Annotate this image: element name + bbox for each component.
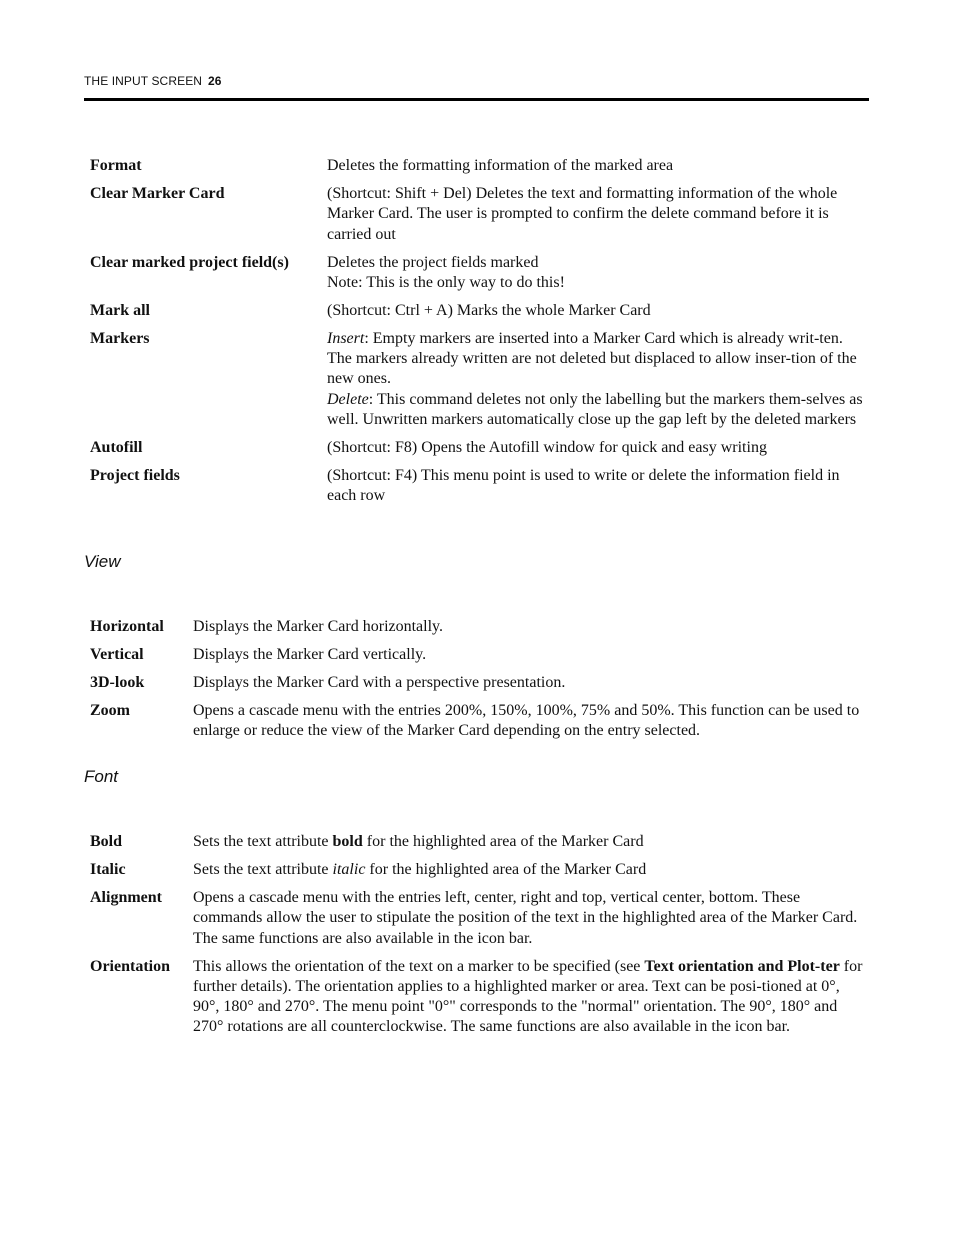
description-text: Sets the text attribute — [193, 833, 333, 850]
definition-row — [90, 701, 867, 742]
term-horizontal: Horizontal — [90, 618, 164, 635]
definition-row — [90, 329, 867, 430]
emphasis-bold: bold — [332, 833, 363, 850]
description: (Shortcut: F8) Opens the Autofill window for quick and easy writing — [327, 439, 767, 456]
description-text: Sets the text attribute — [193, 860, 333, 878]
delete-text: : This command deletes not only the labelling but the markers them-selves as well. Unwritten markers automatically close up the gap left by the deleted markers — [327, 390, 863, 429]
term-markers: Markers — [90, 329, 150, 347]
section-heading-font: Font — [84, 767, 119, 786]
description — [193, 860, 867, 880]
description: (Shortcut: F4) This menu point is used to write or delete the information field in each row — [327, 466, 840, 505]
definition-row — [90, 253, 867, 294]
definition-row — [90, 438, 867, 458]
definition-row — [90, 888, 867, 949]
page-header — [84, 72, 869, 101]
term-bold: Bold — [90, 833, 123, 850]
description-text: for the highlighted area of the Marker Card — [365, 860, 647, 878]
term-autofill: Autofill — [90, 439, 143, 456]
term-3d-look: 3D-look — [90, 673, 145, 691]
term-mark-all: Mark all — [90, 301, 150, 319]
definition-row — [90, 466, 867, 507]
definition-row — [90, 184, 867, 245]
running-title: THE INPUT SCREEN — [84, 74, 203, 88]
page-number: 26 — [208, 74, 222, 88]
section-heading-view: View — [84, 552, 121, 571]
description-text: for the highlighted area of the Marker Card — [362, 833, 644, 850]
term-italic: Italic — [90, 860, 126, 878]
cross-reference: Text orientation and Plot-ter — [644, 957, 840, 975]
description: Opens a cascade menu with the entries 200%, 150%, 100%, 75% and 50%. This function can be used to enlarge or reduce the view of the Marker Card depending on the entry selected. — [193, 701, 860, 740]
term-clear-marked-project-fields: Clear marked project field(s) — [90, 253, 289, 271]
definition-row — [90, 832, 867, 852]
term-format: Format — [90, 157, 142, 174]
term-vertical: Vertical — [90, 645, 144, 663]
view-menu-definitions — [90, 617, 867, 749]
delete-paragraph — [327, 390, 867, 431]
definition-row — [90, 645, 867, 665]
term-clear-marker-card: Clear Marker Card — [90, 184, 225, 202]
description: Opens a cascade menu with the entries left, center, right and top, vertical center, bottom. These commands allow the user to stipulate the position of the text in the highlighted area of the Marker Card. The same functions are also available in the icon bar. — [193, 888, 858, 947]
term-orientation: Orientation — [90, 957, 170, 975]
insert-label: Insert — [327, 329, 365, 347]
definition-row — [90, 617, 867, 637]
definition-row — [90, 860, 867, 880]
description: Displays the Marker Card with a perspective presentation. — [193, 673, 566, 691]
emphasis-italic: italic — [332, 860, 366, 878]
font-menu-definitions — [90, 832, 867, 1045]
definition-row — [90, 301, 867, 321]
description: (Shortcut: Ctrl + A) Marks the whole Marker Card — [327, 301, 651, 319]
description-line: Deletes the project fields marked — [327, 253, 539, 271]
description-text: for further details). The orientation applies to a highlighted marker or area. Text can be posi-tioned at 0°, 90°, 180° and 270°. The menu point "0°" corresponds to the "normal" orientation. The 90°, 180° and 270° rotations are all counterclockwise. The same functions are also available in the icon bar. — [193, 957, 863, 1036]
description — [327, 253, 867, 294]
edit-menu-definitions — [90, 156, 867, 514]
definition-row — [90, 673, 867, 693]
description-text: This allows the orientation of the text on a marker to be specified (see — [193, 957, 645, 975]
description: Displays the Marker Card vertically. — [193, 645, 427, 663]
insert-paragraph — [327, 329, 867, 390]
term-project-fields: Project fields — [90, 466, 180, 484]
term-zoom: Zoom — [90, 701, 130, 719]
description — [193, 832, 867, 852]
definition-row — [90, 156, 867, 176]
delete-label: Delete — [327, 390, 369, 408]
description: (Shortcut: Shift + Del) Deletes the text and formatting information of the whole Marker Card. The user is prompted to confirm the delete command before it is carried out — [327, 184, 838, 243]
description-note: Note: This is the only way to do this! — [327, 273, 565, 291]
description — [327, 329, 867, 430]
description: Deletes the formatting information of the marked area — [327, 157, 674, 174]
description — [193, 957, 867, 1038]
term-alignment: Alignment — [90, 888, 162, 906]
insert-text: : Empty markers are inserted into a Marker Card which is already writ-ten. The markers already written are not deleted but displaced to allow inser-tion of the new ones. — [327, 329, 857, 388]
description: Displays the Marker Card horizontally. — [193, 618, 444, 635]
definition-row — [90, 957, 867, 1038]
